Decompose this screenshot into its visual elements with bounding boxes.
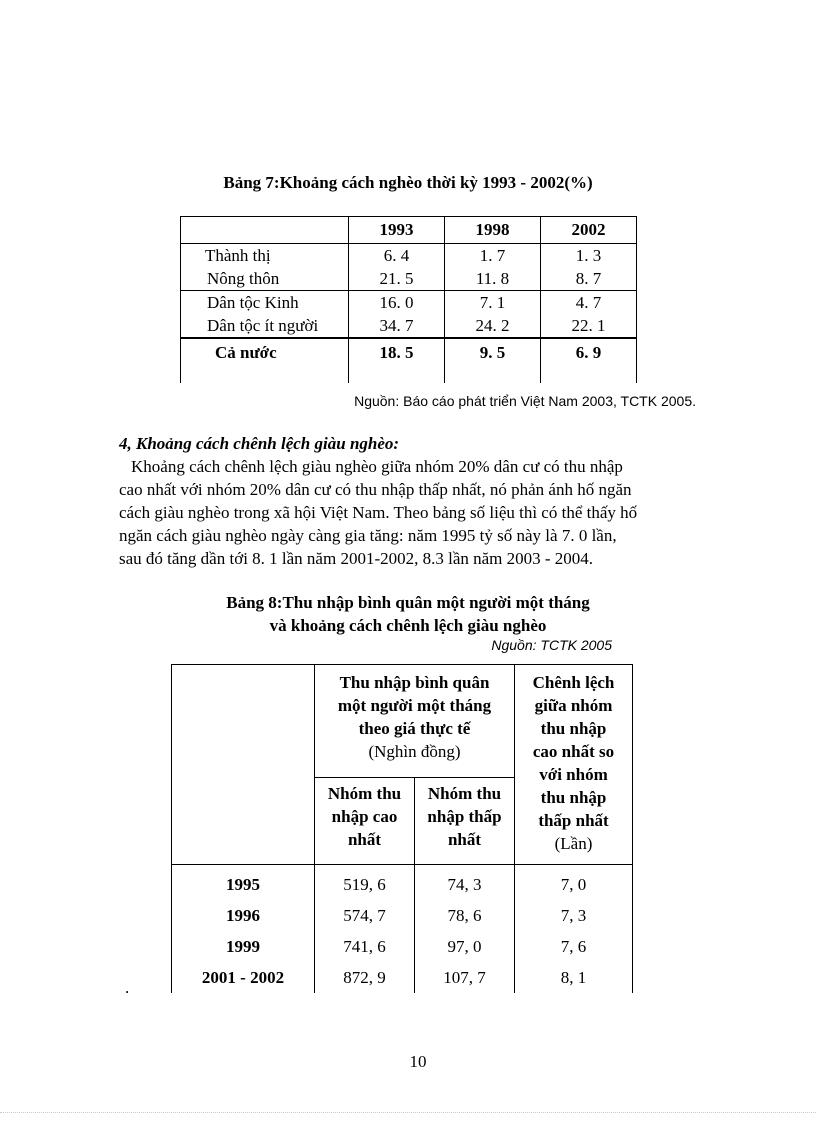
cell-value: 1. 3 <box>575 246 602 265</box>
page-number: 10 <box>409 1052 427 1071</box>
high-group-line: nhất <box>347 830 382 849</box>
table7-corner <box>181 217 349 244</box>
table7-cell <box>349 291 445 339</box>
high-income-cell: 872, 9 <box>315 962 415 993</box>
row-label-kinh: Dân tộc Kinh <box>207 293 299 312</box>
paragraph-line: cách giàu nghèo trong xã hội Việt Nam. Theo bảng số liệu thì có thể thấy hố <box>119 503 638 522</box>
table7-source: Nguồn: Báo cáo phát triển Việt Nam 2003, TCTK 2005. <box>354 393 696 409</box>
income-header-line: Thu nhập bình quân <box>339 673 490 692</box>
table7-cell <box>541 244 637 291</box>
high-income-cell: 574, 7 <box>315 900 415 931</box>
table7-total-row <box>181 338 637 383</box>
paragraph-line: cao nhất với nhóm 20% dân cư có thu nhập thấp nhất, nó phản ánh hố ngăn <box>119 480 632 499</box>
year-cell: 2001 - 2002 <box>172 962 315 993</box>
table7-header-row <box>181 217 637 244</box>
table7-cell <box>445 291 541 339</box>
cell-value: 22. 1 <box>571 316 606 335</box>
table8-corner <box>172 665 315 865</box>
cell-value: 7. 1 <box>479 293 506 312</box>
low-income-cell: 78, 6 <box>415 900 515 931</box>
stray-dot: . <box>125 978 130 997</box>
table7-row-labels <box>181 291 349 339</box>
ratio-header-line: thu nhập <box>540 788 607 807</box>
low-group-line: nhập thấp <box>427 807 502 826</box>
table8-row <box>172 962 633 993</box>
table7-row-urban-rural <box>181 244 637 291</box>
table7-cell <box>349 338 445 383</box>
total-1993: 18. 5 <box>379 343 414 362</box>
cell-value: 11. 8 <box>475 269 510 288</box>
income-unit: (Nghìn đồng) <box>368 742 461 761</box>
income-gap-table <box>171 664 633 993</box>
cell-value: 1. 7 <box>479 246 506 265</box>
ratio-cell: 7, 0 <box>515 865 633 901</box>
table7-cell <box>349 244 445 291</box>
high-income-group-header <box>315 778 415 865</box>
low-income-cell: 97, 0 <box>415 931 515 962</box>
income-header-line: theo giá thực tế <box>358 719 471 738</box>
total-2002: 6. 9 <box>575 343 602 362</box>
paragraph-line: Khoảng cách chênh lệch giàu nghèo giữa nhóm 20% dân cư có thu nhập <box>131 457 623 476</box>
year-cell: 1996 <box>172 900 315 931</box>
ratio-header-line: với nhóm <box>539 765 608 784</box>
high-group-line: Nhóm thu <box>327 784 402 803</box>
table7-cell <box>445 244 541 291</box>
table7-row-ethnic <box>181 291 637 339</box>
ratio-header-line: thấp nhất <box>538 811 609 830</box>
table8-row <box>172 900 633 931</box>
low-income-cell: 74, 3 <box>415 865 515 901</box>
income-header <box>315 665 515 778</box>
cell-value: 16. 0 <box>379 293 414 312</box>
year-cell: 1999 <box>172 931 315 962</box>
row-label-urban: Thành thị <box>205 246 271 265</box>
year-cell: 1995 <box>172 865 315 901</box>
table7-header-1993: 1993 <box>349 217 445 244</box>
table7-header-1998: 1998 <box>445 217 541 244</box>
table8-title-line1: Bảng 8:Thu nhập bình quân một người một tháng <box>226 593 590 612</box>
page-bottom-rule <box>0 1112 816 1113</box>
table7-cell <box>541 291 637 339</box>
total-1998: 9. 5 <box>479 343 506 362</box>
ratio-unit: (Lần) <box>554 834 593 853</box>
low-income-cell: 107, 7 <box>415 962 515 993</box>
poverty-gap-table <box>180 216 637 383</box>
ratio-header-line: giữa nhóm <box>534 696 613 715</box>
cell-value: 8. 7 <box>575 269 602 288</box>
table8-row <box>172 931 633 962</box>
high-income-cell: 741, 6 <box>315 931 415 962</box>
table7-row-labels <box>181 244 349 291</box>
ratio-header-line: Chênh lệch <box>532 673 615 692</box>
ratio-header <box>515 665 633 865</box>
high-group-line: nhập cao <box>331 807 398 826</box>
row-label-rural: Nông thôn <box>207 269 280 288</box>
cell-value: 21. 5 <box>379 269 414 288</box>
table8-title-line2: và khoảng cách chênh lệch giàu nghèo <box>269 616 547 635</box>
body-paragraph <box>119 455 697 570</box>
table8-source: Nguồn: TCTK 2005 <box>491 637 612 653</box>
ratio-cell: 7, 6 <box>515 931 633 962</box>
ratio-header-line: cao nhất so <box>532 742 615 761</box>
paragraph-line: sau đó tăng dần tới 8. 1 lần năm 2001-2002, 8.3 lần năm 2003 - 2004. <box>119 549 594 568</box>
ratio-header-line: thu nhập <box>540 719 607 738</box>
low-group-line: nhất <box>447 830 482 849</box>
high-income-cell: 519, 6 <box>315 865 415 901</box>
cell-value: 24. 2 <box>475 316 510 335</box>
cell-value: 4. 7 <box>575 293 602 312</box>
ratio-cell: 8, 1 <box>515 962 633 993</box>
low-income-group-header <box>415 778 515 865</box>
row-label-national <box>181 338 349 383</box>
low-group-line: Nhóm thu <box>427 784 502 803</box>
table8-header-row <box>172 665 633 778</box>
table8-row <box>172 865 633 901</box>
cell-value: 6. 4 <box>383 246 410 265</box>
table7-cell <box>445 338 541 383</box>
cell-value: 34. 7 <box>379 316 414 335</box>
income-header-line: một người một tháng <box>337 696 492 715</box>
table7-cell <box>541 338 637 383</box>
section-heading: 4, Khoảng cách chênh lệch giàu nghèo: <box>119 434 400 453</box>
ratio-cell: 7, 3 <box>515 900 633 931</box>
total-label: Cả nước <box>215 343 277 362</box>
table7-header-2002: 2002 <box>541 217 637 244</box>
row-label-minority: Dân tộc ít người <box>207 316 319 335</box>
table7-title: Bảng 7:Khoảng cách nghèo thời kỳ 1993 - 2002(%) <box>223 173 593 192</box>
paragraph-line: ngăn cách giàu nghèo ngày càng gia tăng: năm 1995 tỷ số này là 7. 0 lần, <box>119 526 617 545</box>
